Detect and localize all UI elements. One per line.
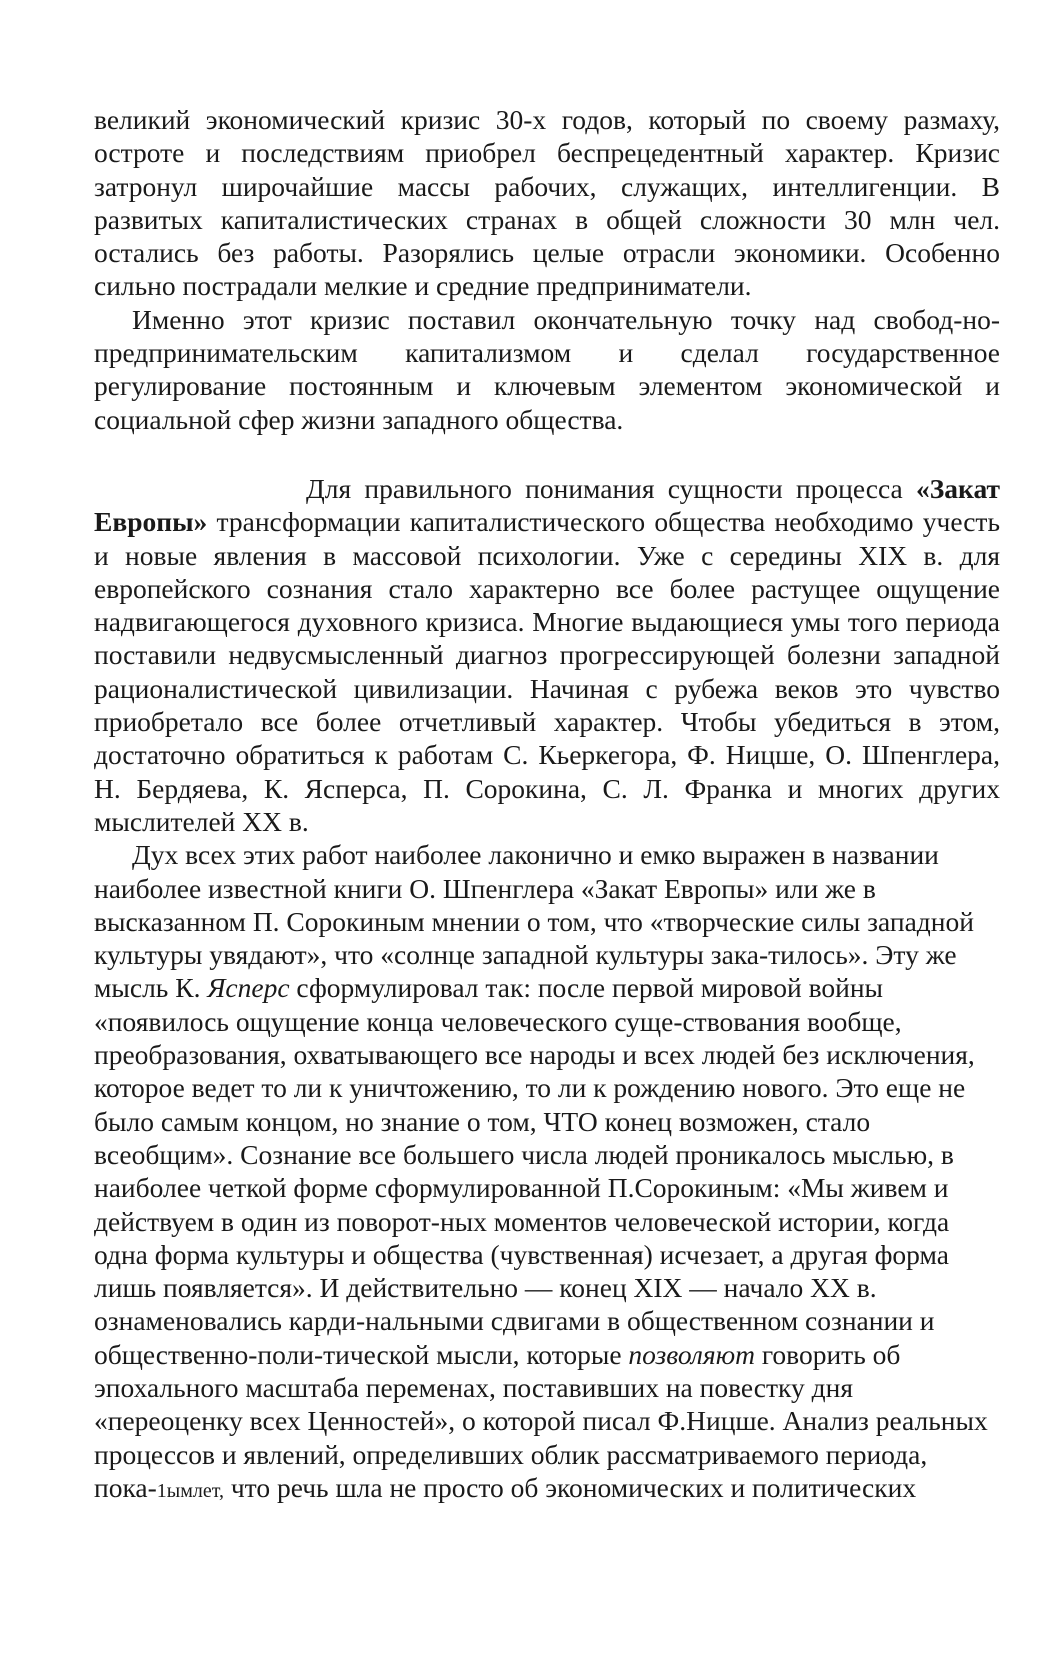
paragraph-text-part-a: Дух всех этих работ наиболее лаконично и емко выражен в названии наиболее известной книги О. Шпенглера «Закат Европы» или же в высказанном П. Сорокиным мнении о том, что «творческие силы западной культуры увядают», что «солнце западной культуры зака-тилось». Эту же мысль К.: [94, 839, 974, 1004]
paragraph-spirit-of-works: [94, 838, 1000, 1508]
paragraph-text-part-b: сформулировал так: после первой мировой войны «появилось ощущение конца человеческого суще-ствования вообще, преобразования, охватывающего все народы и всех людей без исключения, которое ведет то ли к уничтожению, то ли к рождению нового. Это еще не было самым концом, но знание о том, ЧТО конец возможен, стало всеобщим». Сознание все большего числа людей проникалось мыслью, в наиболее четкой форме сформулированной П.Сорокиным: «Мы живем и действуем в один из поворот-ных моментов человеческой истории, когда одна форма культуры и общества (чувственная) исчезает, а другая форма лишь появляется». И действительно — конец XIX — начало XX в. ознаменовались карди-нальными сдвигами в общественном сознании и общественно-поли-тической мысли, которые: [94, 972, 975, 1370]
bold-term-zakat-evropy: «Закат Европы»: [94, 473, 1000, 538]
paragraph-decline-of-europe: [94, 472, 1000, 838]
small-ocr-artifact: 1ымлет,: [156, 1479, 224, 1502]
italic-name-jaspers: Ясперс: [207, 972, 290, 1004]
paragraph-economic-crisis: великий экономический кризис 30-х годов, который по своему размаху, остроте и последствиям приобрел беспрецедентный характер. Кризис затронул широчайшие массы рабочих, служащих, интеллигенции. В развитых капиталистических странах в общей сложности 30 млн чел. остались без работы. Разорялись целые отрасли экономики. Особенно сильно пострадали мелкие и средние предприниматели.: [94, 104, 1000, 302]
text-block-top: [94, 103, 1000, 436]
text-block-bottom: [94, 472, 1000, 1508]
paragraph-crisis-conclusion: Именно этот кризис поставил окончательную точку над свобод-но-предпринимательским капитализмом и сделал государственное регулирование постоянным и ключевым элементом экономической и социальной сфер жизни западного общества.: [94, 303, 1000, 435]
italic-word-pozvolyayut: позволяют: [628, 1338, 755, 1370]
paragraph-body-text: трансформации капиталистического общества необходимо учесть и новые явления в массовой психологии. Уже с середины XIX в. для европейского сознания стало характерно все более растущее ощущение надвигающегося духовного кризиса. Многие выдающиеся умы того периода поставили недвусмысленный диагноз прогрессирующей болезни западной рационалистической цивилизации. Начиная с рубежа веков это чувство приобретало все более отчетливый характер. Чтобы убедиться в этом, достаточно обратиться к работам С. Кьеркегора, Ф. Ницше, О. Шпенглера, Н. Бердяева, К. Ясперса, П. Сорокина, С. Л. Франка и многих других мыслителей XX в.: [94, 506, 1000, 837]
paragraph-lead-text: Для правильного понимания сущности процесса: [306, 473, 916, 504]
paragraph-text-part-c: говорить об эпохального масштаба переменах, поставивших на повестку дня «переоценку всех Ценностей», о которой писал Ф.Ницше. Анализ реальных процессов и явлений, определивших облик рассматриваемого периода, пока-: [94, 1338, 988, 1503]
paragraph-text-part-d: что речь шла не просто об экономических и политических: [223, 1471, 917, 1503]
